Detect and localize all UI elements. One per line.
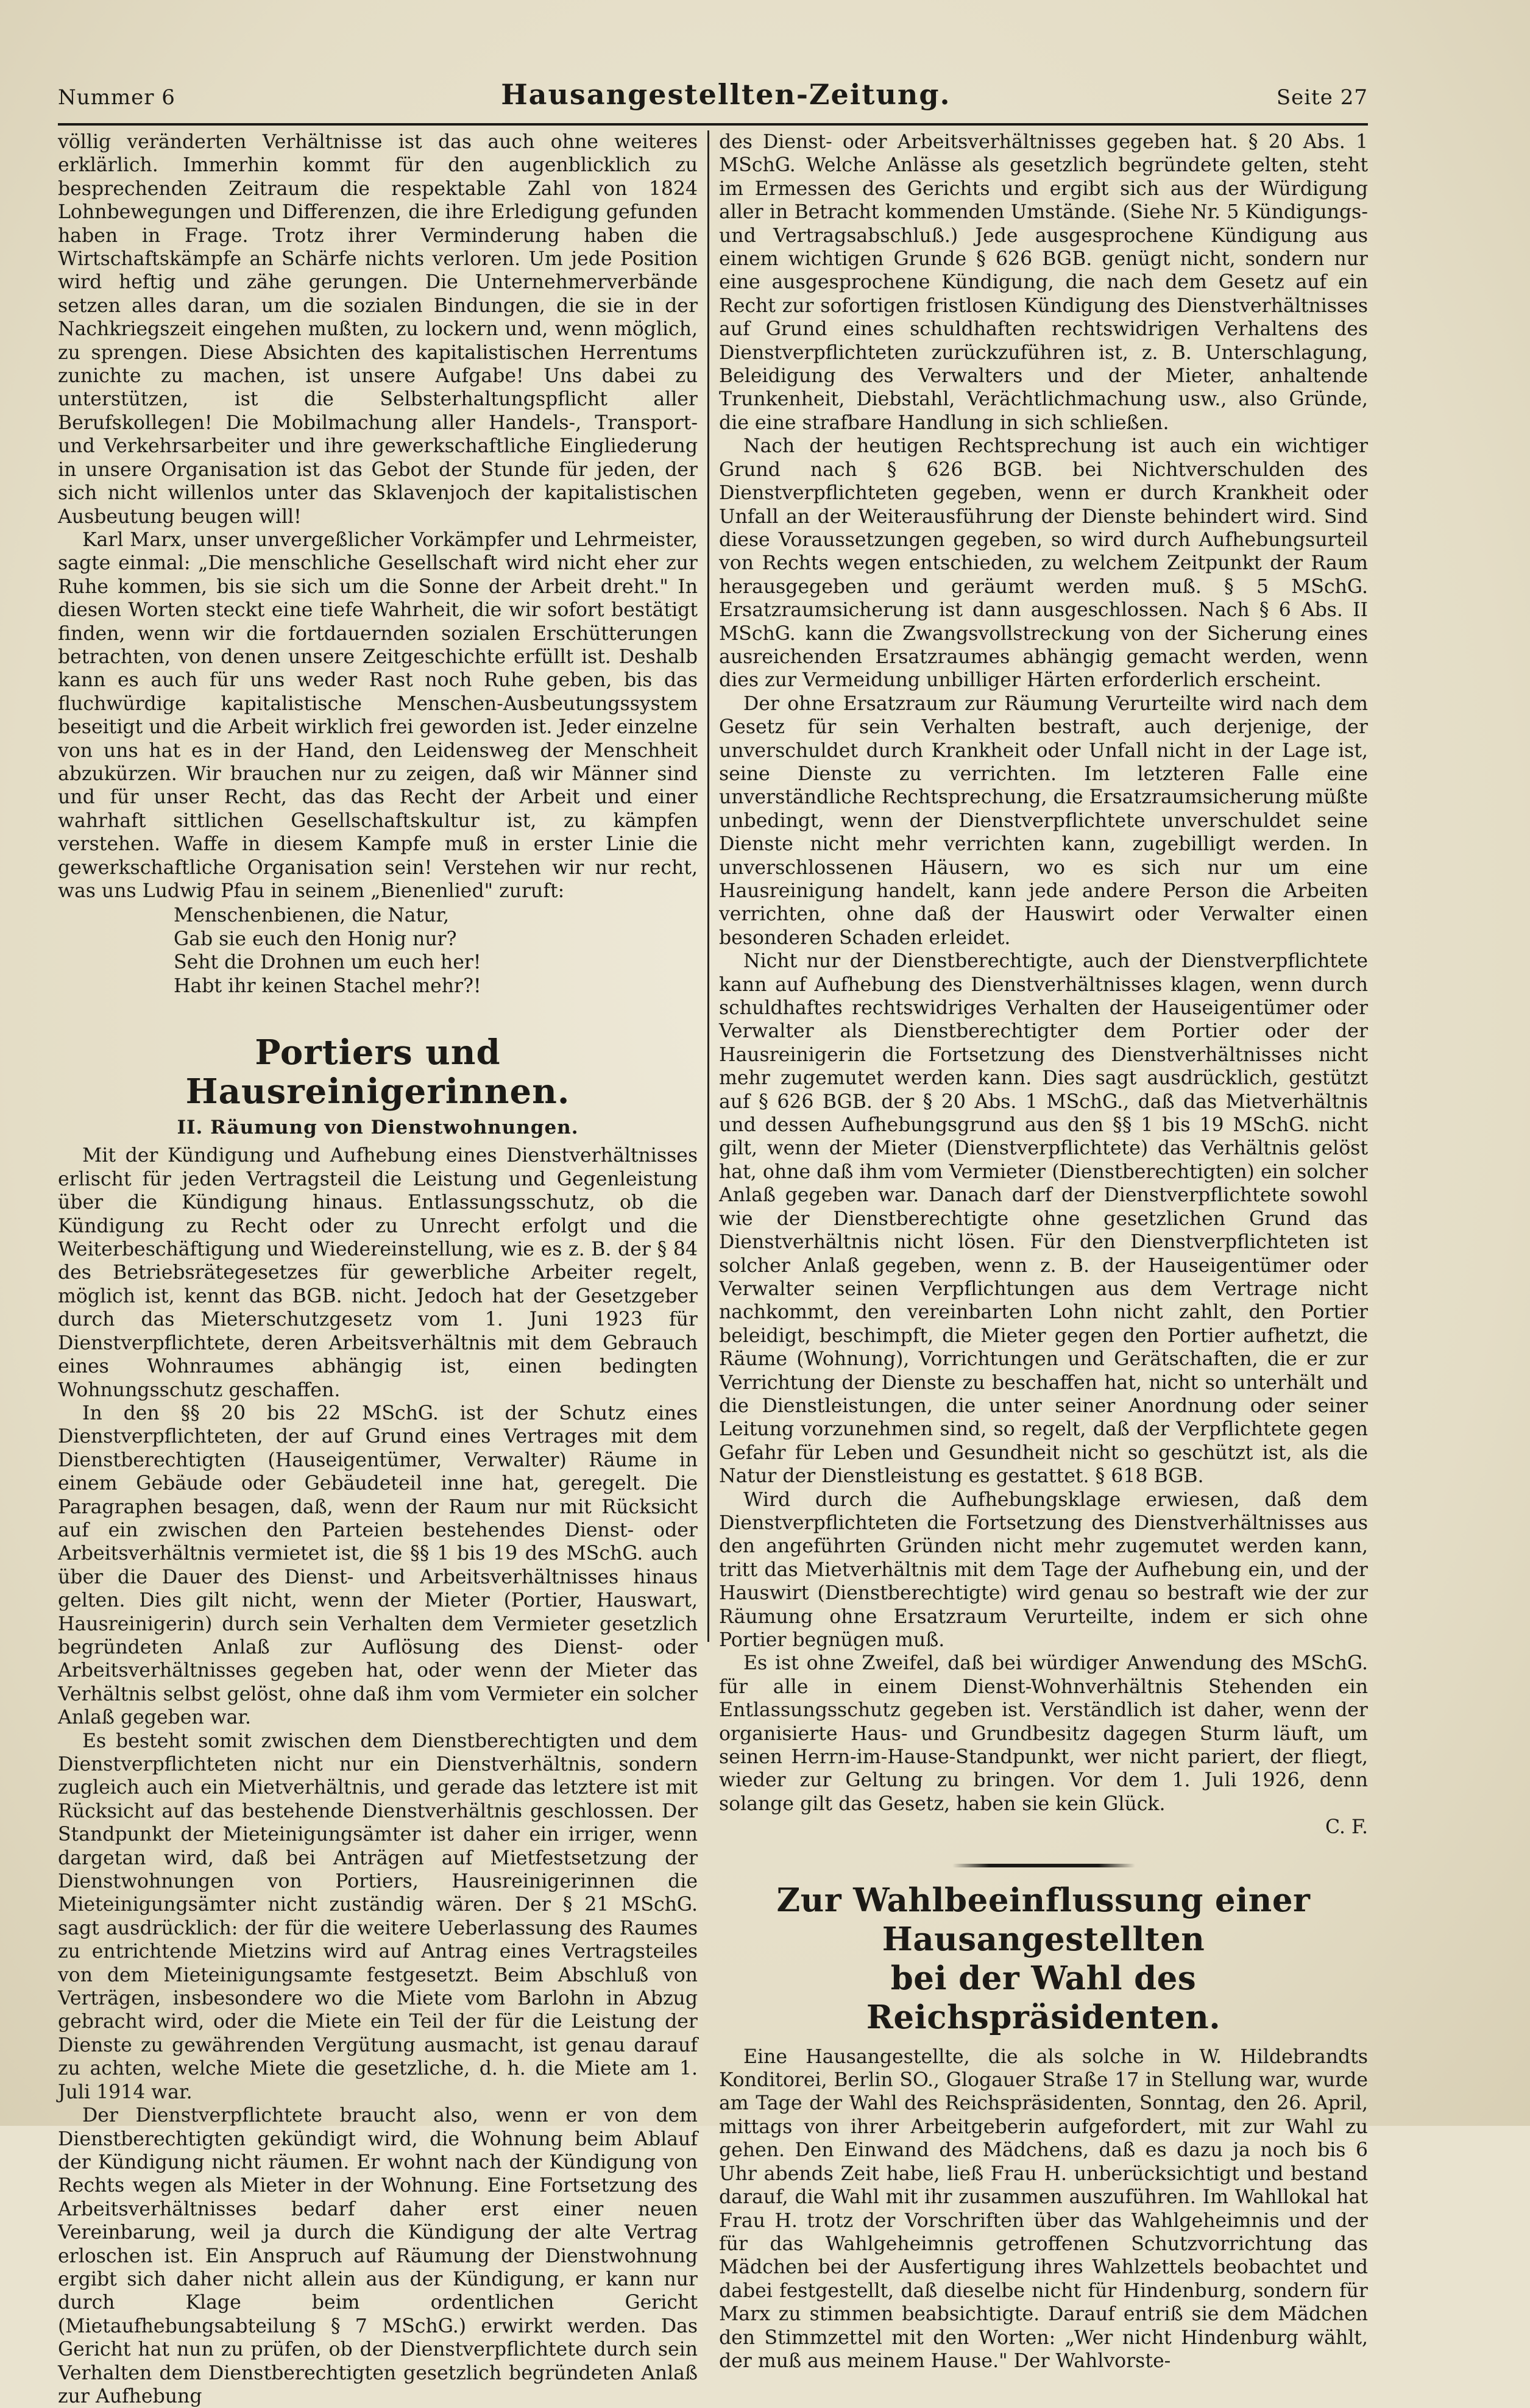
heading-line: bei der Wahl des Reichspräsidenten. [866,1959,1221,2036]
article-heading-portiers: Portiers und Hausreinigerinnen. [185,1032,570,1112]
poem-line: Habt ihr keinen Stachel mehr?! [174,975,481,997]
continued-paragraph: Nach der heutigen Rechtsprechung ist auch ein wichtiger Grund nach § 626 BGB. bei Nichtverschulden des Dienstverpflichteten gegeben, wenn er durch Krankheit oder Unfall an der Weiterausführung der Dienste behindert wird. Sind diese Voraussetzungen gegeben, so wird durch Aufhebungsurteil von Rechts wegen entschieden, zu welchem Zeitpunkt der Raum herausgegeben und geräumt werden muß. § 5 MSchG. Ersatzraumsicherung ist dann ausgeschlossen. Nach § 6 Abs. II MSchG. kann die Zwangsvollstreckung von der Sicherung eines ausreichenden Ersatzraumes abhängig gemacht werden, wenn dies zur Vermeidung unbilliger Härten erforderlich erscheint. [719,435,1368,692]
page-number: Seite 27 [1276,85,1368,110]
newspaper-title: Hausangestellten-Zeitung. [501,78,951,111]
continued-paragraph: des Dienst- oder Arbeitsverhältnisses gegeben hat. § 20 Abs. 1 MSchG. Welche Anlässe als gesetzlich begründete gelten, steht im Ermessen des Gerichts und ergibt sich aus der Würdigung aller in Betracht kommenden Umstände. (Siehe Nr. 5 Kündigungs- und Vertragsabschluß.) Jede ausgesprochene Kündigung aus einem wichtigen Grunde § 626 BGB. genügt nicht, sondern nur eine ausgesprochene Kündigung, die nach dem Gesetz auf ein Recht zur sofortigen fristlosen Kündigung des Dienstverhältnisses auf Grund eines schuldhaften rechtswidrigen Verhaltens des Dienstverpflichteten zurückzuführen ist, z. B. Unterschlagung, Beleidigung des Verwalters und der Mieter, anhaltende Trunkenheit, Diebstahl, Verächtlichmachung usw., also Gründe, die eine strafbare Handlung in sich schließen. [719,131,1368,434]
article-subheading: II. Räumung von Dienstwohnungen. [177,1117,579,1139]
intro-paragraph-1: völlig veränderten Verhältnisse ist das auch ohne weiteres erklärlich. Immerhin kommt für den augenblicklich zu besprechenden Zeitraum die respektable Zahl von 1824 Lohnbewegungen und Differenzen, die ihre Erledigung gefunden haben in Frage. Trotz ihrer Verminderung haben die Wirtschaftskämpfe an Schärfe nichts verloren. Um jede Position wird heftig und zähe gerungen. Die Unternehmerverbände setzen alles daran, um die sozialen Bindungen, die sie in der Nachkriegszeit eingehen mußten, zu lockern und, wenn möglich, zu sprengen. Diese Absichten des kapitalistischen Herrentums zunichte zu machen, ist unsere Aufgabe! Uns dabei zu unterstützen, ist die Selbsterhaltungspflicht aller Berufskollegen! Die Mobilmachung aller Handels-, Transport- und Verkehrsarbeiter und ihre gewerkschaftliche Eingliederung in unsere Organisation ist das Gebot der Stunde für jeden, der sich nicht willenlos unter das Sklavenjoch der kapitalistischen Ausbeutung beugen will! [58,131,698,528]
author-signature: C. F. [1325,1816,1368,1839]
article-separator [952,1864,1135,1867]
continued-paragraph: Es ist ohne Zweifel, daß bei würdiger Anwendung des MSchG. für alle in einem Dienst-Wohnverhältnis Stehenden ein Entlassungsschutz gegeben ist. Verständlich ist daher, wenn der organisierte Haus- und Grundbesitz dagegen Sturm läuft, um seinen Herrn-im-Hause-Standpunkt, wer nicht pariert, der fliegt, wieder zur Geltung zu bringen. Vor dem 1. Juli 1926, denn solange gilt das Gesetz, haben sie kein Glück. [719,1652,1368,1815]
continued-paragraph: Wird durch die Aufhebungsklage erwiesen, daß dem Dienstverpflichteten die Fortsetzung des Dienstverhältnisses aus den angeführten Gründen nicht mehr zugemutet werden kann, tritt das Mietverhältnis mit dem Tage der Aufhebung ein, und der Hauswirt (Dienstberechtigte) wird genau so bestraft wie der zur Räumung ohne Ersatzraum Verurteilte, indem er sich ohne Portier begnügen muß. [719,1488,1368,1651]
poem-line: Seht die Drohnen um euch her! [174,951,481,974]
poem-line: Gab sie euch den Honig nur? [174,928,457,950]
right-column [719,130,1368,2372]
article-paragraph: Es besteht somit zwischen dem Dienstberechtigten und dem Dienstverpflichteten nicht nur ein Dienstverhältnis, sondern zugleich auch ein Mietverhältnis, und gerade das letztere ist mit Rücksicht auf das bestehende Dienstverhältnis geschlossen. Der Standpunkt der Mieteinigungsämter ist daher ein irriger, wenn dargetan wird, daß bei Anträgen auf Mietfestsetzung der Dienstwohnungen von Portiers, Hausreinigerinnen die Mieteinigungsämter nicht zuständig wären. Der § 21 MSchG. sagt ausdrücklich: der für die weitere Ueberlassung des Raumes zu entrichtende Mietzins wird auf Antrag eines Vertragsteiles von dem Mieteinigungsamte festgesetzt. Beim Abschluß von Verträgen, insbesondere wo die Miete vom Barlohn in Abzug gebracht wird, oder die Miete ein Teil der für die Leistung der Dienste zu gewährenden Vergütung ausmacht, ist genau darauf zu achten, welche Miete die gesetzliche, d. h. die Miete am 1. Juli 1914 war. [58,1730,698,2103]
column-divider [707,130,709,1642]
continued-paragraph: Der ohne Ersatzraum zur Räumung Verurteilte wird nach dem Gesetz für sein Verhalten bestraft, auch derjenige, der unverschuldet durch Krankheit oder Unfall nicht in der Lage ist, seine Dienste zu verrichten. Im letzteren Falle eine unverständliche Rechtsprechung, die Ersatzraumsicherung müßte unbedingt, wenn der Dienstverpflichtete unverschuldet seine Dienste nicht mehr verrichten kann, zugebilligt werden. In unverschlossenen Häusern, wo es sich nur um eine Hausreinigung handelt, kann jede andere Person die Arbeiten verrichten, ohne daß der Hauswirt oder Verwalter einen besonderen Schaden erleidet. [719,692,1368,949]
article-paragraph: In den §§ 20 bis 22 MSchG. ist der Schutz eines Dienstverpflichteten, der auf Grund eines Vertrages mit dem Dienstberechtigten (Hauseigentümer, Verwalter) Räume in einem Gebäude oder Gebäudeteil inne hat, geregelt. Die Paragraphen besagen, daß, wenn der Raum nur mit Rücksicht auf ein zwischen den Parteien bestehendes Dienst- oder Arbeitsverhältnis vermietet ist, die §§ 1 bis 19 des MSchG. auch über die Dauer des Dienst- und Arbeitsverhältnisses hinaus gelten. Dies gilt nicht, wenn der Mieter (Portier, Hauswart, Hausreinigerin) durch sein Verhalten dem Vermieter gesetzlich begründeten Anlaß zur Auflösung des Dienst- oder Arbeitsverhältnisses gegeben hat, oder wenn der Mieter das Verhältnis selbst gelöst, ohne daß ihm vom Vermieter ein solcher Anlaß gegeben war. [58,1402,698,1729]
article-paragraph: Mit der Kündigung und Aufhebung eines Dienstverhältnisses erlischt für jeden Vertragsteil die Leistung und Gegenleistung über die Kündigung hinaus. Entlassungsschutz, ob die Kündigung zu Recht oder zu Unrecht erfolgt und die Weiterbeschäftigung und Wiedereinstellung, wie es z. B. der § 84 des Betriebsrätegesetzes für gewerbliche Arbeiter regelt, möglich ist, kennt das BGB. nicht. Jedoch hat der Gesetzgeber durch das Mieterschutzgesetz vom 1. Juni 1923 für Dienstverpflichtete, deren Arbeitsverhältnis mit dem Gebrauch eines Wohnraumes abhängig ist, einen bedingten Wohnungsschutz geschaffen. [58,1145,698,1401]
poem-line: Menschenbienen, die Natur, [174,904,450,927]
page-header [58,78,1368,121]
header-rule [58,123,1368,126]
intro-paragraph-2: Karl Marx, unser unvergeßlicher Vorkämpfer und Lehrmeister, sagte einmal: „Die menschliche Gesellschaft wird nicht eher zur Ruhe kommen, bis sie sich um die Sonne der Arbeit dreht." In diesen Worten steckt eine tiefe Wahrheit, die wir sofort bestätigt finden, wenn wir die fortdauernden sozialen Erschütterungen betrachten, von denen unsere Zeitgeschichte erfüllt ist. Deshalb kann es auch für uns weder Rast noch Ruhe geben, bis das fluchwürdige kapitalistische Menschen-Ausbeutungssystem beseitigt und die Arbeit wirklich frei geworden ist. Jeder einzelne von uns hat es in der Hand, den Leidensweg der Menschheit abzukürzen. Wir brauchen nur zu zeigen, daß wir Männer sind und für unser Recht, das das Recht der Arbeit und einer wahrhaft sittlichen Gesellschaftskultur ist, zu kämpfen verstehen. Waffe in diesem Kampfe muß in erster Linie die gewerkschaftliche Organisation sein! Verstehen wir nur recht, was uns Ludwig Pfau in seinem „Bienenlied" zuruft: [58,528,698,902]
left-column [58,130,698,2407]
continued-paragraph: Nicht nur der Dienstberechtigte, auch der Dienstverpflichtete kann auf Aufhebung des Dienstverhältnisses klagen, wenn durch schuldhaftes rechtswidriges Verhalten der Hauseigentümer oder Verwalter als Dienstberechtigter dem Portier oder der Hausreinigerin die Fortsetzung des Dienstverhältnisses nicht mehr zugemutet werden kann. Dies sagt ausdrücklich, gestützt auf § 626 BGB. der § 20 Abs. 1 MSchG., daß das Mietverhältnis und dessen Aufhebungsgrund aus den §§ 1 bis 19 MSchG. nicht gilt, wenn der Mieter (Dienstverpflichtete) das Verhältnis gelöst hat, ohne daß ihm vom Vermieter (Dienstberechtigten) ein solcher Anlaß gegeben war. Danach darf der Dienstverpflichtete sowohl wie der Dienstberechtigte ohne gesetzlichen Grund das Dienstverhältnis nicht lösen. Für den Dienstverpflichteten ist solcher Anlaß gegeben, wenn z. B. der Hauseigentümer oder Verwalter seinen Verpflichtungen aus dem Vertrage nicht nachkommt, den vereinbarten Lohn nicht zahlt, den Portier beleidigt, beschimpft, die Mieter gegen den Portier aufhetzt, die Räume (Wohnung), Vorrichtungen und Gerätschaften, die er zur Verrichtung der Dienste zu beschaffen hat, nicht so unterhält und die Dienstleistungen, die unter seiner Anordnung oder seiner Leitung vorzunehmen sind, so regelt, daß der Verpflichtete gegen Gefahr für Leben und Gesundheit nicht so geschützt ist, als die Natur der Dienstleistung es gestattet. § 618 BGB. [719,950,1368,1488]
issue-number: Nummer 6 [58,85,175,110]
poem-bienenlied [174,904,698,998]
heading-line: Zur Wahlbeeinflussung einer Hausangestellten [776,1881,1311,1958]
article2-paragraph: Eine Hausangestellte, die als solche in W. Hildebrandts Konditorei, Berlin SO., Glogauer Straße 17 in Stellung war, wurde am Tage der Wahl des Reichspräsidenten, Sonntag, den 26. April, mittags von ihrer Arbeitgeberin aufgefordert, mit zur Wahl zu gehen. Den Einwand des Mädchens, daß es dazu ja noch bis 6 Uhr abends Zeit habe, ließ Frau H. unberücksichtigt und bestand darauf, die Wahl mit ihr zusammen auszuführen. Im Wahllokal hat Frau H. trotz der Vorschriften über das Wahlgeheimnis und der für das Wahlgeheimnis getroffenen Schutzvorrichtung das Mädchen bei der Ausfertigung ihres Wahlzettels beobachtet und dabei festgestellt, daß dieselbe nicht für Hindenburg, sondern für Marx zu stimmen beabsichtigte. Darauf entriß sie dem Mädchen den Stimmzettel mit den Worten: „Wer nicht Hindenburg wählt, der muß aus meinem Hause." Der Wahlvorste- [719,2045,1368,2372]
article-paragraph: Der Dienstverpflichtete braucht also, wenn er von dem Dienstberechtigten gekündigt wird, die Wohnung beim Ablauf der Kündigung nicht räumen. Er wohnt nach der Kündigung von Rechts wegen als Mieter in der Wohnung. Eine Fortsetzung des Arbeitsverhältnisses bedarf daher erst einer neuen Vereinbarung, weil ja durch die Kündigung der alte Vertrag erloschen ist. Ein Anspruch auf Räumung der Dienstwohnung ergibt sich daher nicht allein aus der Kündigung, er kann nur durch Klage beim ordentlichen Gericht (Mietaufhebungsabteilung § 7 MSchG.) erwirkt werden. Das Gericht hat nun zu prüfen, ob der Dienstverpflichtete durch sein Verhalten dem Dienstberechtigten gesetzlich begründeten Anlaß zur Aufhebung [58,2104,698,2407]
article-heading-wahlbeeinflussung [719,1881,1368,2037]
